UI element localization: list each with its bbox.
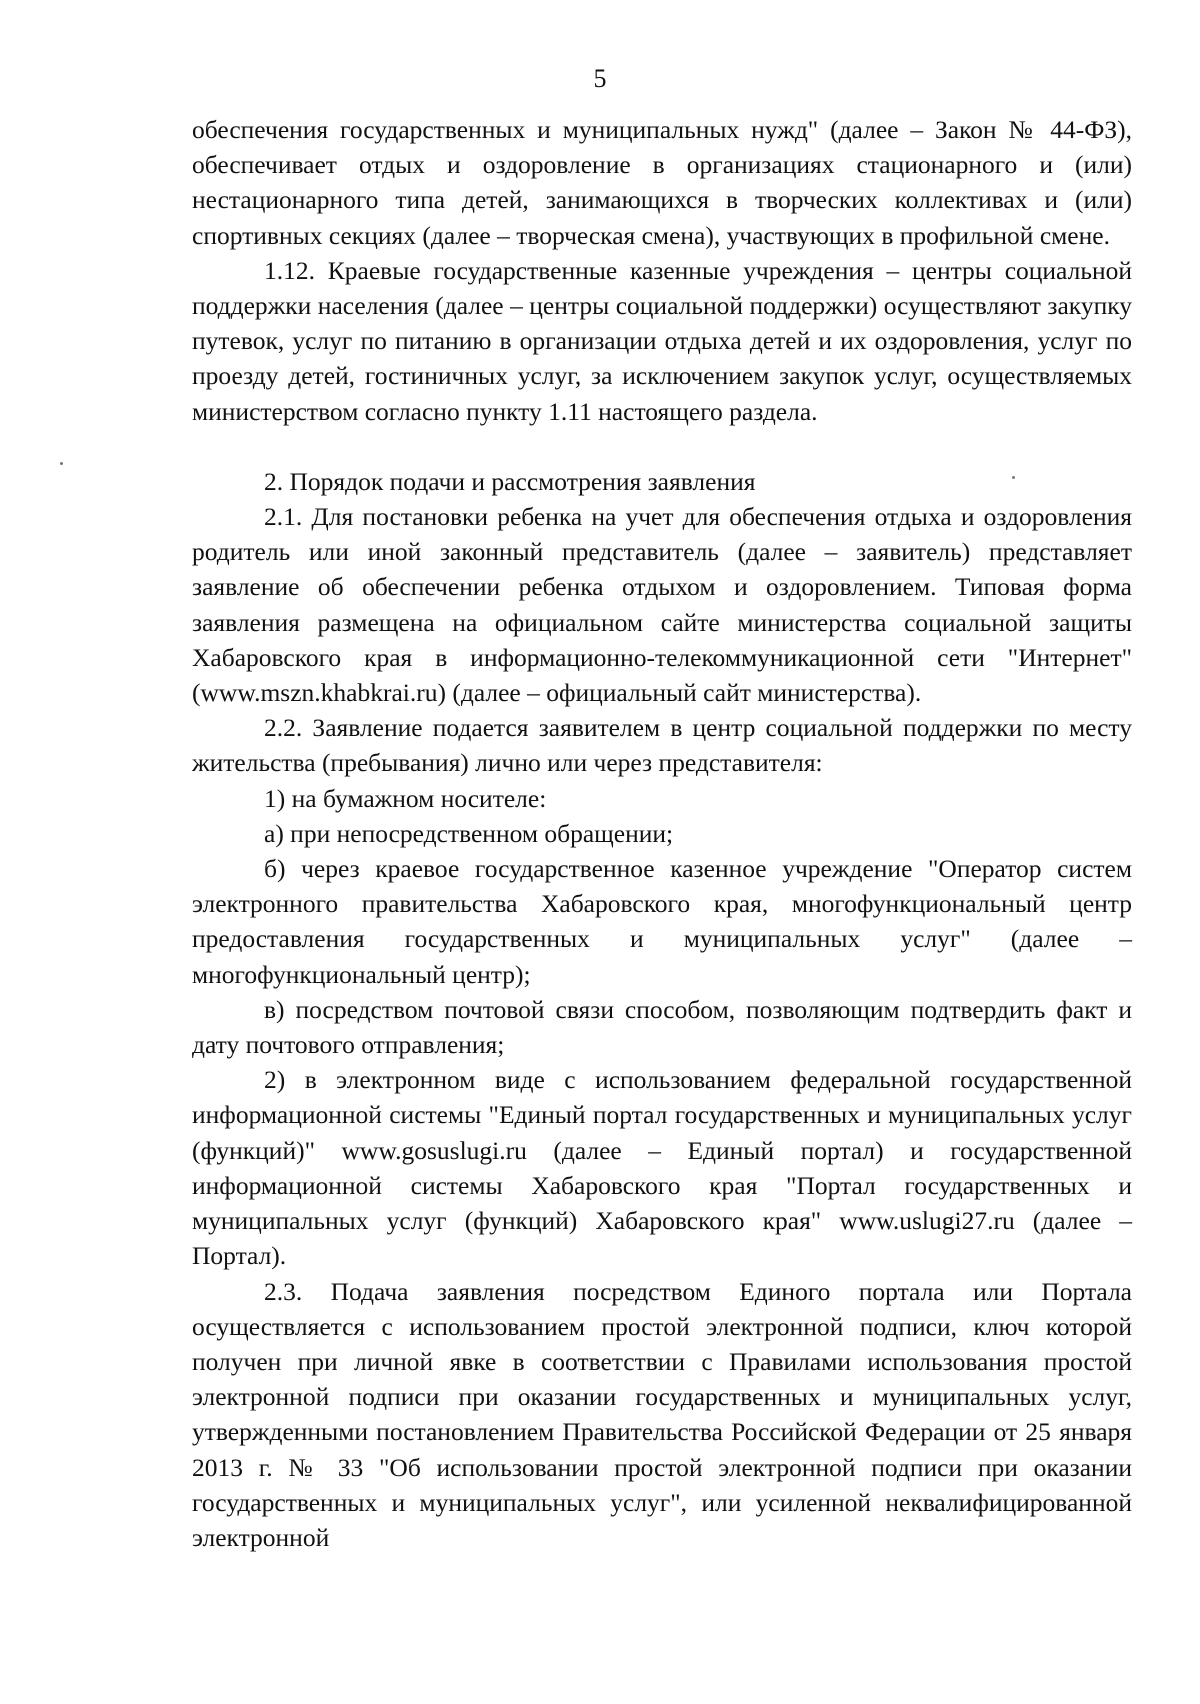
- list-item-2-2-1-a: а) при непосредственном обращении;: [264, 818, 674, 848]
- list-item-2-2-1: 1) на бумажном носителе:: [264, 783, 547, 813]
- paragraph-continuation: обеспечения государственных и муниципальных нужд" (далее – Закон № 44-ФЗ), обеспечивает отдых и оздоровление в организациях стационарного и (или) нестационарного типа детей, занимающихся в творческих коллективах и (или) спортивных секциях (далее – творческая смена), участвующих в профильной смене.: [192, 115, 1132, 250]
- scan-speck: [60, 462, 63, 465]
- list-item-2-2-1-b: б) через краевое государственное казенное учреждение "Оператор систем электронного правительства Хабаровского края, многофункциональный центр предоставления государственных и муниципальных услуг" (далее – многофункциональный центр);: [192, 854, 1132, 989]
- document-body: [192, 112, 1132, 1555]
- paragraph-2-2: 2.2. Заявление подается заявителем в центр социальной поддержки по месту жительства (пребывания) лично или через представителя:: [192, 713, 1132, 778]
- scan-speck: [1012, 476, 1015, 479]
- list-item-2-2-2: 2) в электронном виде с использованием федеральной государственной информационной системы "Единый портал государственных и муниципальных услуг (функций)" www.gosuslugi.ru (далее – Единый портал) и государственной информационной системы Хабаровского края "Портал государственных и муниципальных услуг (функций) Хабаровского края" www.uslugi27.ru (далее – Портал).: [192, 1065, 1132, 1271]
- paragraph-2-3: 2.3. Подача заявления посредством Единого портала или Портала осуществляется с использованием простой электронной подписи, ключ которой получен при личной явке в соответствии с Правилами использования простой электронной подписи при оказании государственных и муниципальных услуг, утвержденными постановлением Правительства Российской Федерации от 25 января 2013 г. № 33 "Об использовании простой электронной подписи при оказании государственных и муниципальных услуг", или усиленной неквалифицированной электронной: [192, 1276, 1132, 1552]
- section-2-heading: 2. Порядок подачи и рассмотрения заявления: [264, 466, 756, 496]
- page-number: 5: [593, 64, 607, 93]
- list-item-2-2-1-v: в) посредством почтовой связи способом, позволяющим подтвердить факт и дату почтового отправления;: [192, 994, 1132, 1060]
- paragraph-2-1: 2.1. Для постановки ребенка на учет для обеспечения отдыха и оздоровления родитель или иной законный представитель (далее – заявитель) представляет заявление об обеспечении ребенка отдыхом и оздоровлением. Типовая форма заявления размещена на официальном сайте министерства социальной защиты Хабаровского края в информационно-телекоммуникационной сети "Интернет" (www.mszn.khabkrai.ru) (далее – официальный сайт министерства).: [192, 502, 1132, 708]
- paragraph-1-12: 1.12. Краевые государственные казенные учреждения – центры социальной поддержки населения (далее – центры социальной поддержки) осуществляют закупку путевок, услуг по питанию в организации отдыха детей и их оздоровления, услуг по проезду детей, гостиничных услуг, за исключением закупок услуг, осуществляемых министерством согласно пункту 1.11 настоящего раздела.: [192, 255, 1132, 426]
